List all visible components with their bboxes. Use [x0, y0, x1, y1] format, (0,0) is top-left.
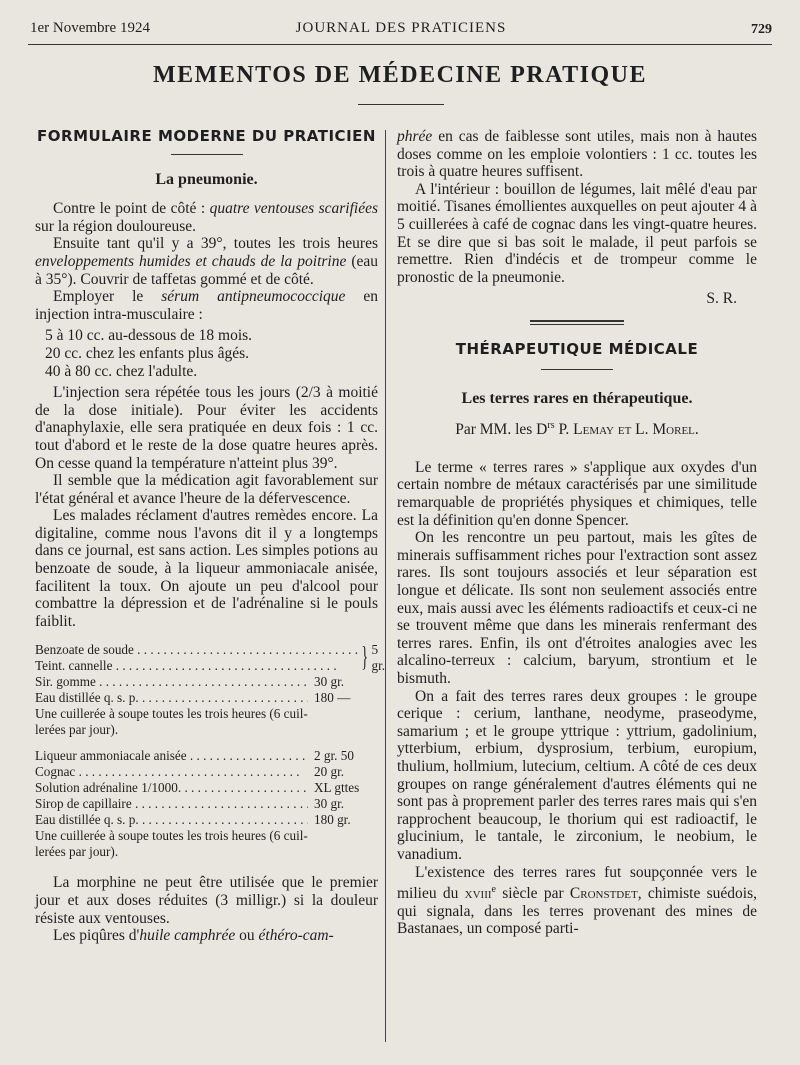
column-divider — [385, 130, 386, 1042]
rubric-therapeutique: THÉRAPEUTIQUE MÉDICALE — [455, 339, 699, 358]
recipe-group — [35, 642, 386, 674]
paragraph: A l'intérieur : bouillon de légumes, lait mêlé d'eau par moitié. Tisanes émollientes auxquelles on peut ajouter 4 à 5 cuillerées à café de cognac dans les vingt-quatre heures. Et se dire que si bas soit le malade, il peut parfois se remettre. Rien d'indécis et de trompeur comme le pronostic de la pneumonie. — [397, 180, 757, 286]
recipe-ingredient: Solution adrénaline 1/1000. . . . — [35, 780, 308, 796]
rubric-rule — [541, 369, 613, 370]
recipe-quantity: 180 gr. — [314, 812, 351, 828]
recipe-ingredient: Sir. gomme . . . — [35, 674, 308, 690]
right-column — [397, 128, 757, 938]
paragraph: Il semble que la médication agit favorablement sur l'état général et avance l'heure de la défervescence. — [35, 472, 378, 507]
recipe-quantity: 180 — — [314, 690, 351, 706]
section-separator — [530, 320, 624, 325]
paragraph: phrée en cas de faiblesse sont utiles, mais non à hautes doses comme on les emploie volontiers : 1 cc. toutes les trois à quatre heures suffisent. — [397, 128, 757, 181]
prescription-2 — [35, 748, 378, 860]
section-title-rule — [358, 104, 444, 105]
recipe-quantity: 2 gr. 50 — [314, 748, 354, 764]
recipe-ingredient: Cognac . . . — [35, 764, 308, 780]
recipe-ingredient: Eau distillée q. s. p. . . . — [35, 812, 308, 828]
recipe-instructions: Une cuillerée à soupe toutes les trois heures (6 cuil- lerées par jour). — [35, 828, 308, 860]
rubric-formulaire: FORMULAIRE MODERNE DU PRATICIEN — [37, 127, 376, 145]
article-title-terres-rares: Les terres rares en thérapeutique. — [461, 389, 693, 407]
paragraph: Contre le point de côté : quatre ventouses scarifiées sur la région douloureuse. — [35, 200, 378, 235]
article-byline: Par MM. les $D^{rs}$ P. Lemay et L. Morel. — [455, 420, 699, 439]
left-column — [35, 127, 386, 945]
author-signature: S. R. — [706, 290, 737, 308]
paragraph: Le terme « terres rares » s'applique aux oxydes d'un certain nombre de métaux caractérisés par une similitude remarquable de propriétés physiques et chimiques, telle est la définition qu'en donne Spencer. — [397, 458, 757, 529]
recipe-instructions: Une cuillerée à soupe toutes les trois heures (6 cuil- lerées par jour). — [35, 706, 308, 738]
section-title: MEMENTOS DE MÉDECINE PRATIQUE — [153, 62, 647, 88]
paragraph: Les malades réclament d'autres remèdes encore. La digitaline, comme nous l'avons dit il y a longtemps dans ce journal, est sans action. Les simples potions au benzoate de soude, à la liqueur ammoniacale anisée, facilitent la toux. On ajoute un peu d'alcool pour combattre la dépression et de l'adrénaline si le pouls faiblit. — [35, 507, 378, 630]
recipe-quantity: 5 gr. — [371, 642, 386, 674]
recipe-ingredient: Sirop de capillaire . . . — [35, 796, 308, 812]
recipe-quantity: 20 gr. — [314, 764, 345, 780]
article-title-pneumonie: La pneumonie. — [155, 170, 258, 188]
paragraph: L'injection sera répétée tous les jours (2/3 à moitié de la dose initiale). Pour éviter les accidents d'anaphylaxie, elle sera pratiquée en deux fois : 1 cc. tout d'abord et le reste de la dose quatre heures après. On cesse quand la température n'atteint plus 39°. — [35, 384, 378, 472]
paragraph: On a fait des terres rares deux groupes : le groupe cerique : cerium, lanthane, neodyme, praseodyme, samarium ; et le groupe yttrique : yttrium, gadolinium, ytterbium, erbium, dysprosium, terbium, europium, thulium, hollmium, lutecium, celtium. A côté de ces deux groupes on range généralement d'autres éléments qui ne sont pas à proprement parler des terres rares mais qui s'en rapprochent beaucoup, le thorium qui est radioactif, le glucinium, le tantale, le zirconium, le neobium, le vanadium. — [397, 687, 757, 863]
page-number: 729 — [751, 22, 772, 37]
paragraph: La morphine ne peut être utilisée que le premier jour et aux doses réduites (3 milligr.) si la douleur résiste aux ventouses. — [35, 874, 378, 927]
recipe-quantity: 30 gr. — [314, 796, 345, 812]
paragraph: On les rencontre un peu partout, mais les gîtes de minerais suffisamment riches pour l'extraction sont assez rares. Ils sont toujours associés et leur séparation est longue et délicate. Ils sont non seulement associés entre eux, mais aussi avec les éléments radioactifs et ceux-ci ne se trouvent même que dans les minerais renfermant des terres rares. Enfin, ils ont d'étroites analogies avec les alcalino-terreux : calcium, baryum, strontium et le bismuth. — [397, 529, 757, 687]
rubric-rule — [171, 154, 243, 155]
dose-item: 20 cc. chez les enfants plus âgés. — [45, 344, 250, 362]
recipe-quantity: 30 gr. — [314, 674, 345, 690]
header-rule — [28, 44, 772, 45]
paragraph: Les piqûres d'huile camphrée ou éthéro-cam- — [53, 927, 334, 945]
dose-item: 40 à 80 cc. chez l'adulte. — [45, 362, 198, 380]
paragraph: L'existence des terres rares fut soupçonnée vers le milieu du xviii$^e$ siècle par Cronstdet, chimiste suédois, qui signala, dans les terres provenant des mines de Bastanaes, un composé parti- — [397, 863, 757, 938]
dose-item: 5 à 10 cc. au-dessous de 18 mois. — [45, 327, 253, 345]
journal-title: JOURNAL DES PRATICIENS — [295, 20, 507, 36]
recipe-ingredient: Liqueur ammoniacale anisée . . . — [35, 748, 308, 764]
prescription-1 — [35, 642, 386, 738]
recipe-ingredient: Benzoate de soude . . . — [35, 642, 358, 658]
brace-glyph: } — [361, 642, 369, 674]
paragraph: Employer le sérum antipneumococcique en injection intra-musculaire : — [35, 288, 378, 323]
paragraph: Ensuite tant qu'il y a 39°, toutes les trois heures enveloppements humides et chauds de la poitrine (eau à 35°). Couvrir de taffetas gommé et de côté. — [35, 235, 379, 288]
dose-list — [35, 327, 378, 380]
recipe-ingredient: Teint. cannelle . . . — [35, 658, 358, 674]
running-head — [30, 20, 772, 42]
recipe-quantity: XL gttes — [314, 780, 360, 796]
issue-date: 1er Novembre 1924 — [30, 20, 150, 36]
recipe-ingredient: Eau distillée q. s. p. . . . — [35, 690, 308, 706]
